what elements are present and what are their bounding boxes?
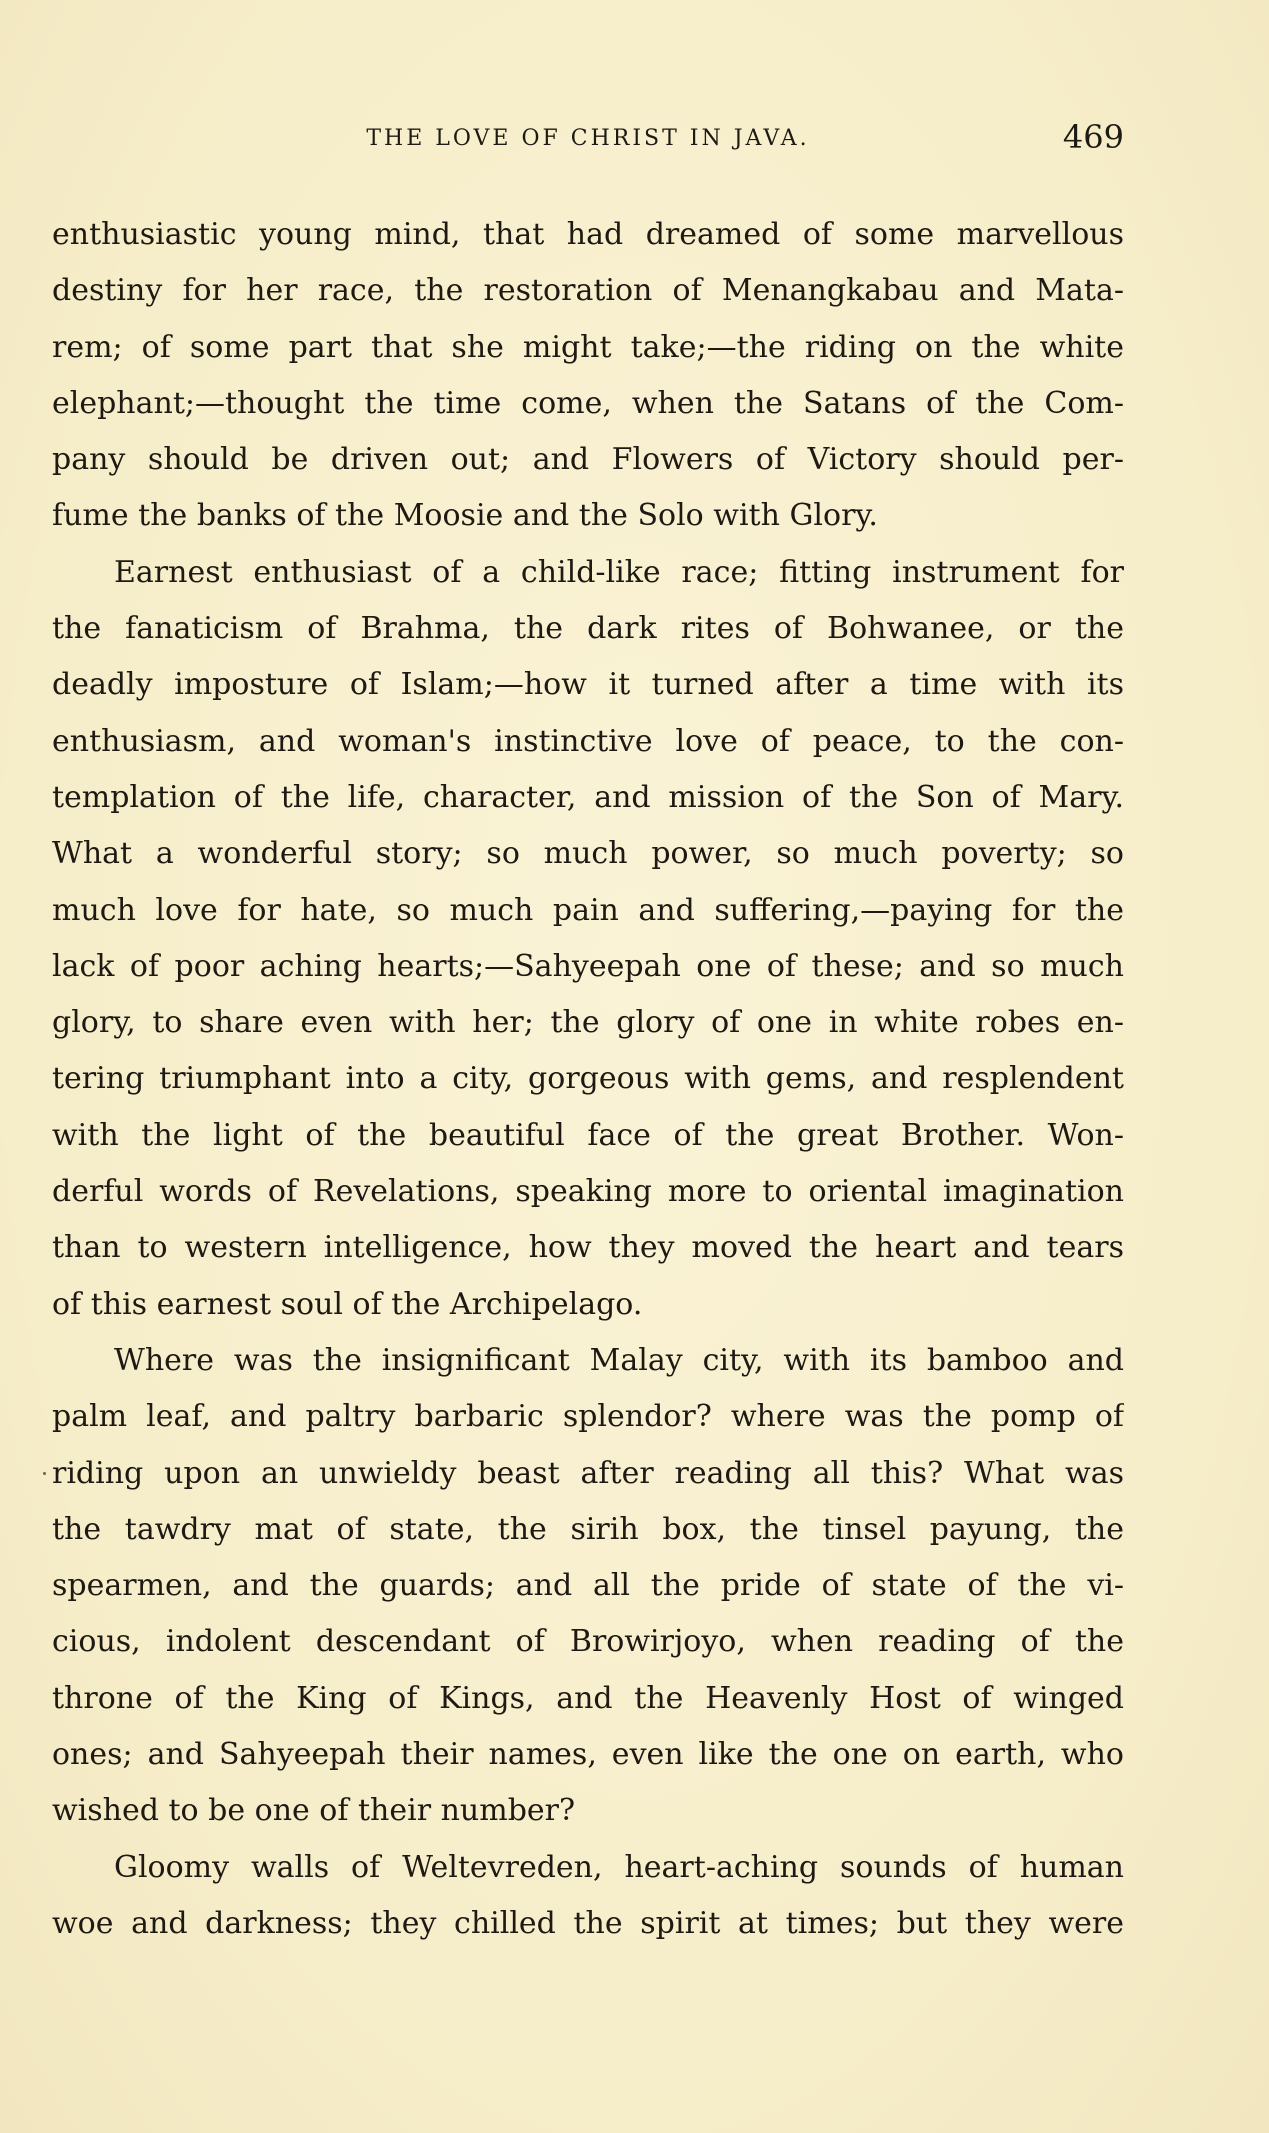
paragraph: [52, 545, 1124, 1333]
text-line: What a wonderful story; so much power, so much poverty; so: [52, 836, 1124, 872]
text-line: fume the banks of the Moosie and the Solo with Glory.: [52, 498, 878, 534]
page-number: 469: [1062, 118, 1124, 156]
text-line: palm leaf, and paltry barbaric splendor? where was the pomp of: [52, 1399, 1124, 1435]
running-title: THE LOVE OF CHRIST IN JAVA.: [366, 126, 810, 151]
paragraph: [52, 207, 1124, 545]
text-line: ones; and Sahyeepah their names, even like the one on earth, who: [52, 1737, 1124, 1773]
text-line: rem; of some part that she might take;—the riding on the white: [52, 329, 1124, 365]
text-line: woe and darkness; they chilled the spirit at times; but they were: [52, 1905, 1124, 1941]
text-line: cious, indolent descendant of Browirjoyo, when reading of the: [52, 1624, 1124, 1660]
text-line: deadly imposture of Islam;—how it turned after a time with its: [52, 667, 1124, 703]
text-line: derful words of Revelations, speaking more to oriental imagination: [52, 1174, 1124, 1210]
text-line: enthusiasm, and woman's instinctive love of peace, to the con-: [52, 723, 1124, 759]
text-line: than to western intelligence, how they moved the heart and tears: [52, 1230, 1124, 1266]
margin-speck: [43, 1472, 46, 1475]
text-line: Where was the insignificant Malay city, with its bamboo and: [114, 1342, 1124, 1378]
text-line: wished to be one of their number?: [52, 1793, 576, 1829]
text-line: glory, to share even with her; the glory of one in white robes en-: [52, 1005, 1124, 1041]
text-line: enthusiastic young mind, that had dreamed of some marvellous: [52, 217, 1124, 252]
text-line: of this earnest soul of the Archipelago.: [52, 1286, 643, 1322]
text-line: the tawdry mat of state, the sirih box, the tinsel payung, the: [52, 1511, 1124, 1547]
text-line: lack of poor aching hearts;—Sahyeepah one of these; and so much: [52, 948, 1124, 984]
text-line: with the light of the beautiful face of the great Brother. Won-: [52, 1117, 1124, 1153]
paragraph: [52, 1333, 1124, 1840]
text-line: much love for hate, so much pain and suffering,—paying for the: [52, 892, 1124, 928]
text-line: the fanaticism of Brahma, the dark rites of Bohwanee, or the: [52, 611, 1124, 647]
body-text: [52, 207, 1124, 1952]
text-line: elephant;—thought the time come, when the Satans of the Com-: [52, 385, 1124, 421]
text-line: throne of the King of Kings, and the Heavenly Host of winged: [52, 1680, 1124, 1716]
paragraph: [52, 1840, 1124, 1953]
text-line: templation of the life, character, and mission of the Son of Mary.: [52, 779, 1124, 815]
text-line: spearmen, and the guards; and all the pride of state of the vi-: [52, 1568, 1124, 1604]
text-line: riding upon an unwieldy beast after reading all this? What was: [52, 1455, 1124, 1491]
text-line: pany should be driven out; and Flowers of Victory should per-: [52, 442, 1124, 478]
text-line: Gloomy walls of Weltevreden, heart-aching sounds of human: [114, 1849, 1124, 1885]
text-line: destiny for her race, the restoration of Menangkabau and Mata-: [52, 273, 1124, 309]
text-line: tering triumphant into a city, gorgeous with gems, and resplendent: [52, 1061, 1124, 1097]
text-line: Earnest enthusiast of a child-like race; fitting instrument for: [114, 554, 1124, 590]
running-head: [52, 118, 1124, 168]
